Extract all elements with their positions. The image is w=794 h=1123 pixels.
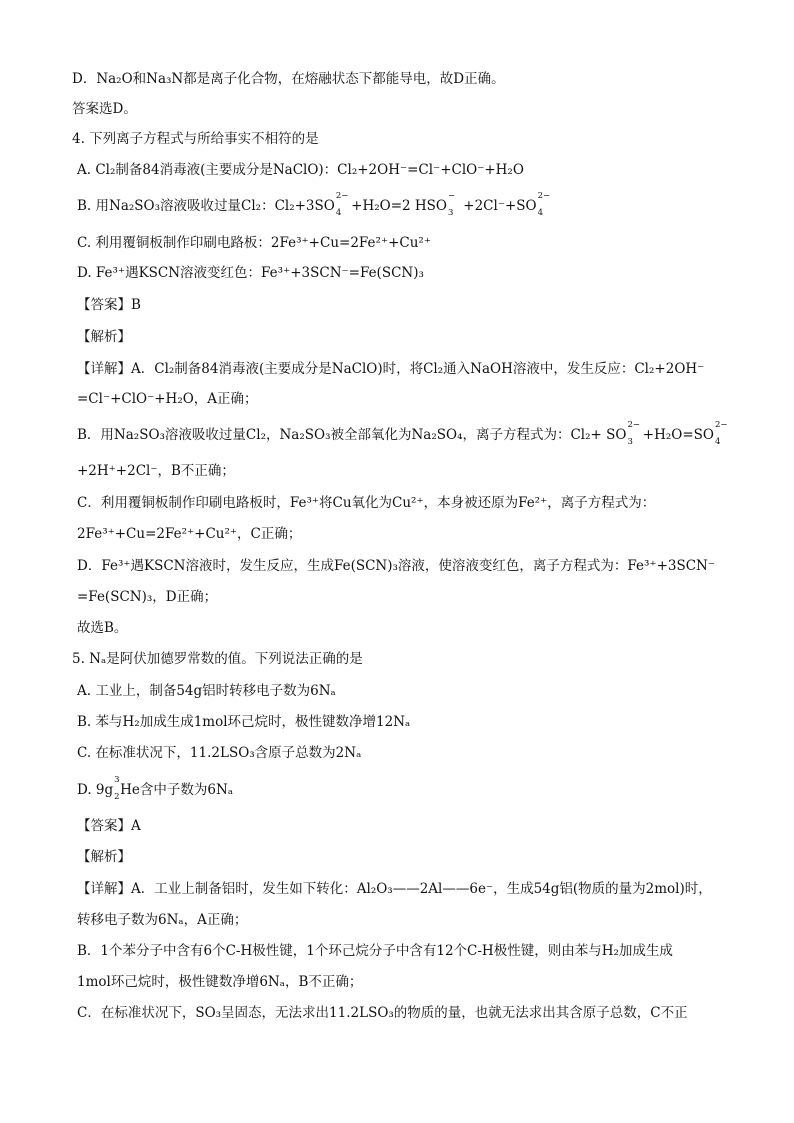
- sulfate-ion: [537, 191, 551, 218]
- explanation-text: B．用Na₂SO₃溶液吸收过量Cl₂，Na₂SO₃被全部氧化为Na₂SO₄，离子方程式为：Cl₂+ SO: [77, 427, 627, 443]
- ion-charge: 2−: [537, 191, 551, 201]
- ion-subscript: 4: [537, 208, 543, 218]
- explanation-line: C．利用覆铜板制作印刷电路板时，Fe³⁺将Cu氧化为Cu²⁺，本身被还原为Fe²⁺，离子方程式为：: [77, 495, 656, 511]
- ion-charge: 2−: [335, 191, 349, 201]
- helium-isotope-notation: [113, 775, 120, 802]
- question-5-stem: 5. Nₐ是阿伏加德罗常数的值。下列说法正确的是: [72, 651, 363, 667]
- text-line: 答案选D。: [72, 101, 137, 117]
- explanation-line: B．1个苯分子中含有6个C-H极性键，1个环己烷分子中含有12个C-H极性键，则由苯与H₂加成生成: [77, 943, 673, 959]
- answer-label: 【答案】B: [77, 297, 141, 313]
- explanation-line: 2Fe³⁺+Cu=2Fe²⁺+Cu²⁺，C正确；: [77, 526, 302, 542]
- q4-option-b-text: +2Cl⁻+SO: [458, 198, 537, 214]
- explanation-line: =Cl⁻+ClO⁻+H₂O，A正确；: [77, 391, 258, 407]
- answer-label: 【答案】A: [77, 818, 141, 834]
- ion-charge: 2−: [714, 420, 728, 430]
- ion-subscript: 3: [447, 208, 454, 218]
- q4-option-d: D. Fe³⁺遇KSCN溶液变红色：Fe³⁺+3SCN⁻=Fe(SCN)₃: [77, 265, 424, 281]
- ion-subscript: 3: [627, 437, 633, 447]
- explanation-line: =Fe(SCN)₃，D正确；: [77, 589, 218, 605]
- question-4-stem: 4. 下列离子方程式与所给事实不相符的是: [72, 131, 319, 147]
- ion-charge: 2−: [627, 420, 640, 430]
- ion-charge: −: [447, 191, 456, 201]
- q5-option-b: B. 苯与H₂加成生成1mol环己烷时，极性键数净增12Nₐ: [77, 714, 411, 730]
- explanation-line: D．Fe³⁺遇KSCN溶液时，发生反应，生成Fe(SCN)₃溶液，使溶液变红色，离子方程式为：Fe³⁺+3SCN⁻: [77, 558, 715, 574]
- bisulfite-ion: [447, 191, 459, 218]
- explanation-line: 转移电子数为6Nₐ，A正确；: [77, 912, 248, 928]
- q4-option-b-text: B. 用Na₂SO₃溶液吸收过量Cl₂：Cl₂+3SO: [77, 198, 335, 214]
- text-line: D．Na₂O和Na₃N都是离子化合物，在熔融状态下都能导电，故D正确。: [72, 71, 505, 87]
- q5-option-a: A. 工业上，制备54g铝时转移电子数为6Nₐ: [77, 683, 336, 699]
- sulfite-ion: [626, 420, 640, 447]
- mass-number: 3: [114, 775, 120, 785]
- q4-option-a: A. Cl₂制备84消毒液(主要成分是NaClO)：Cl₂+2OH⁻=Cl⁻+ClO⁻+H₂O: [77, 162, 524, 178]
- explanation-text: +H₂O=SO: [638, 427, 714, 443]
- q5-option-d-text: He含中子数为6Nₐ: [120, 782, 234, 798]
- q5-option-d: [77, 775, 734, 802]
- ion-subscript: 4: [335, 208, 342, 218]
- explanation-line: C．在标准状况下，SO₃呈固态，无法求出11.2LSO₃的物质的量，也就无法求出其含原子总数，C不正: [77, 1005, 688, 1021]
- sulfate-ion: [714, 420, 728, 447]
- explanation-line: 【详解】A．Cl₂制备84消毒液(主要成分是NaClO)时，将Cl₂通入NaOH溶液中，发生反应：Cl₂+2OH⁻: [77, 361, 705, 377]
- atomic-number: 2: [114, 792, 120, 802]
- q5-option-d-text: D. 9g: [77, 782, 114, 798]
- explanation-line: 【详解】A．工业上制备铝时，发生如下转化：Al₂O₃——2Al——6e⁻，生成54g铝(物质的量为2mol)时，: [77, 881, 712, 897]
- q4-option-b-text: +H₂O=2 HSO: [346, 198, 447, 214]
- analysis-label: 【解析】: [77, 329, 131, 345]
- q4-option-c: C. 利用覆铜板制作印刷电路板：2Fe³⁺+Cu=2Fe²⁺+Cu²⁺: [77, 235, 431, 251]
- explanation-line: [77, 420, 734, 447]
- ion-subscript: 4: [714, 437, 721, 447]
- q4-option-b: [77, 191, 734, 218]
- analysis-label: 【解析】: [77, 849, 131, 865]
- explanation-line: 1mol环己烷时，极性键数净增6Nₐ，B不正确；: [77, 974, 363, 990]
- sulfate-ion: [335, 191, 349, 218]
- explanation-line: 故选B。: [77, 620, 128, 636]
- explanation-line: +2H⁺+2Cl⁻，B不正确；: [77, 463, 235, 479]
- q5-option-c: C. 在标准状况下，11.2LSO₃含原子总数为2Nₐ: [77, 745, 362, 761]
